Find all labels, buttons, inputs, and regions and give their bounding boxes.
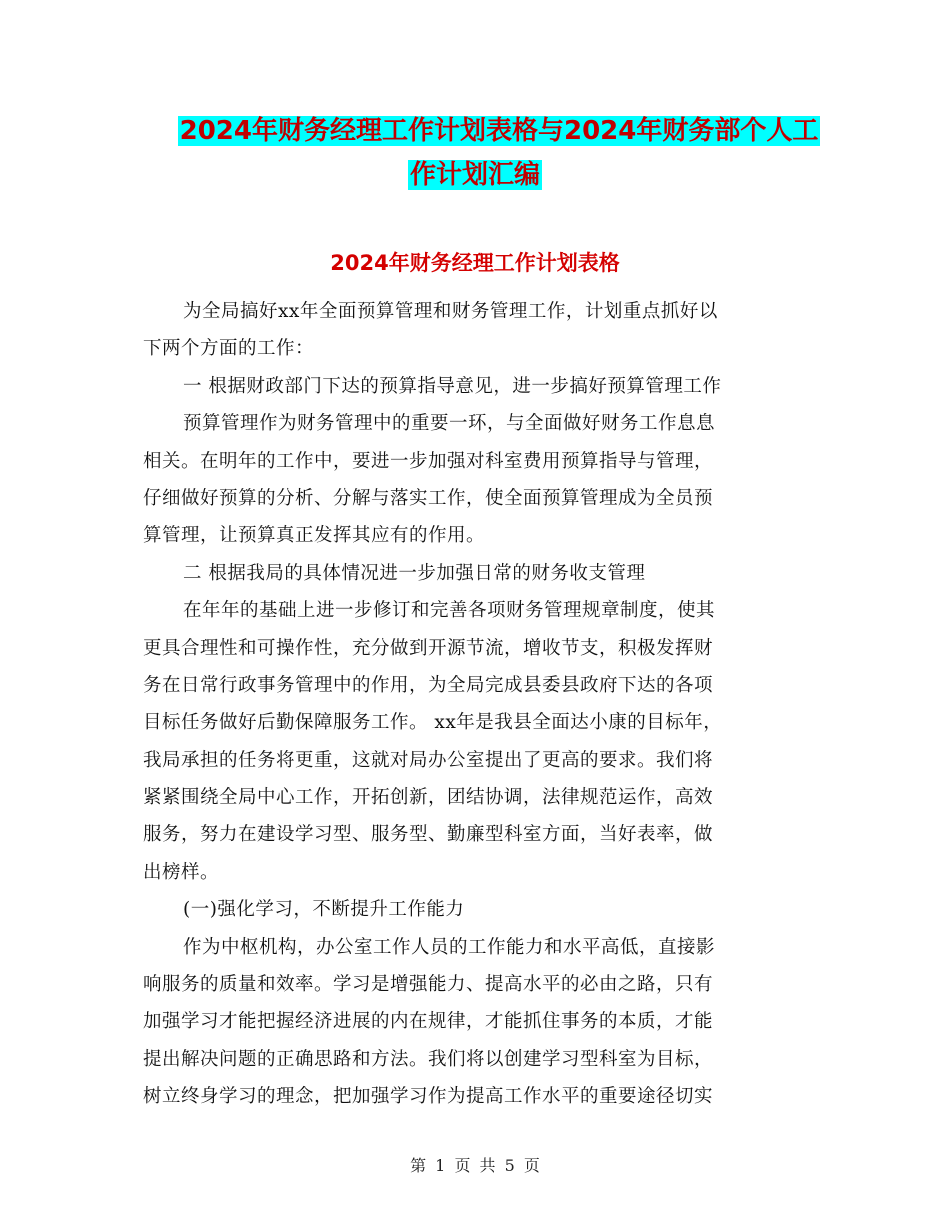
body-line: 作为中枢机构，办公室工作人员的工作能力和水平高低，直接影 <box>183 936 716 958</box>
body-line: 目标任务做好后勤保障服务工作。 xx年是我县全面达小康的目标年， <box>143 712 723 734</box>
document-title-line-1 <box>0 113 950 149</box>
body-line: 下两个方面的工作： <box>143 338 315 360</box>
body-line: 为全局搞好xx年全面预算管理和财务管理工作，计划重点抓好以 <box>183 301 718 322</box>
body-line: 在年年的基础上进一步修订和完善各项财务管理规章制度，使其 <box>183 600 716 622</box>
body-line: (一)强化学习，不断提升工作能力 <box>183 899 465 921</box>
body-line: 相关。在明年的工作中，要进一步加强对科室费用预算指导与管理， <box>143 450 714 472</box>
section-title: 2024年财务经理工作计划表格 <box>330 251 620 275</box>
body-line: 预算管理作为财务管理中的重要一环，与全面做好财务工作息息 <box>183 413 716 435</box>
body-line: 仔细做好预算的分析、分解与落实工作，使全面预算管理成为全员预 <box>143 487 714 509</box>
body-line: 响服务的质量和效率。学习是增强能力、提高水平的必由之路，只有 <box>143 974 714 996</box>
body-line: 树立终身学习的理念，把加强学习作为提高工作水平的重要途径切实 <box>143 1086 714 1108</box>
body-line: 服务，努力在建设学习型、服务型、勤廉型科室方面，当好表率，做 <box>143 824 714 846</box>
page-footer: 第 1 页 共 5 页 <box>410 1156 540 1175</box>
body-line: 我局承担的任务将更重，这就对局办公室提出了更高的要求。我们将 <box>143 749 714 771</box>
body-line: 务在日常行政事务管理中的作用，为全局完成县委县政府下达的各项 <box>143 674 714 696</box>
body-line: 紧紧围绕全局中心工作，开拓创新，团结协调，法律规范运作，高效 <box>143 787 714 809</box>
body-line: 加强学习才能把握经济进展的内在规律，才能抓住事务的本质，才能 <box>143 1011 714 1033</box>
title-highlight-2: 作计划汇编 <box>409 160 540 190</box>
document-title-line-2 <box>0 157 950 193</box>
body-line: 更具合理性和可操作性，充分做到开源节流，增收节支，积极发挥财 <box>143 637 714 659</box>
body-line: 提出解决问题的正确思路和方法。我们将以创建学习型科室为目标， <box>143 1048 714 1070</box>
body-line: 二 根据我局的具体情况进一步加强日常的财务收支管理 <box>183 562 646 584</box>
body-line: 一 根据财政部门下达的预算指导意见，进一步搞好预算管理工作 <box>183 375 722 397</box>
body-line: 算管理，让预算真正发挥其应有的作用。 <box>143 525 486 547</box>
title-highlight-1: 2024年财务经理工作计划表格与2024年财务部个人工 <box>179 116 819 146</box>
body-text <box>143 293 803 1116</box>
body-line: 出榜样。 <box>143 861 220 883</box>
